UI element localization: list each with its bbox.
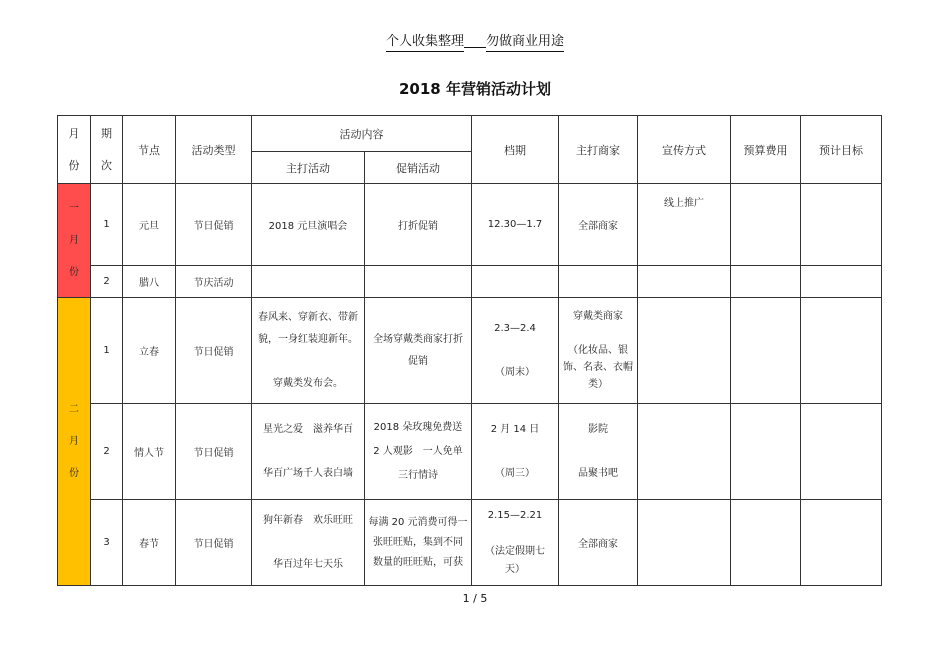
channel-cell	[638, 404, 731, 500]
promo-cell	[365, 266, 472, 298]
header-merchant: 主打商家	[559, 116, 638, 184]
header-schedule: 档期	[472, 116, 559, 184]
promo-cell: 2018 朵玫瑰免费送 2 人观影 一人免单 三行情诗	[365, 404, 472, 500]
schedule-cell: 2 月 14 日 （周三）	[472, 404, 559, 500]
promo-cell: 全场穿戴类商家打折 促销	[365, 298, 472, 404]
type-cell: 节日促销	[176, 500, 252, 586]
channel-cell: 线上推广	[638, 184, 731, 266]
header-left: 个人收集整理	[386, 34, 464, 52]
header-node: 节点	[123, 116, 176, 184]
node-cell: 情人节	[123, 404, 176, 500]
node-cell: 元旦	[123, 184, 176, 266]
month-cell-jan: 一 月 份	[58, 184, 91, 298]
type-cell: 节日促销	[176, 404, 252, 500]
schedule-cell	[472, 266, 559, 298]
period-cell: 1	[91, 298, 123, 404]
channel-cell	[638, 500, 731, 586]
table-row	[58, 266, 882, 298]
merchant-cell: 全部商家	[559, 500, 638, 586]
main-cell: 2018 元旦演唱会	[252, 184, 365, 266]
merchant-cell	[559, 266, 638, 298]
budget-cell	[731, 266, 801, 298]
merchant-cell: 穿戴类商家 （化妆品、银 饰、名表、衣帽 类）	[559, 298, 638, 404]
header-budget: 预算费用	[731, 116, 801, 184]
type-cell: 节日促销	[176, 298, 252, 404]
marketing-plan-table	[57, 115, 882, 586]
table-row	[58, 184, 882, 266]
merchant-cell: 全部商家	[559, 184, 638, 266]
schedule-cell: 2.3—2.4 （周末）	[472, 298, 559, 404]
header-promo: 促销活动	[365, 152, 472, 184]
budget-cell	[731, 404, 801, 500]
header-period: 期 次	[91, 116, 123, 184]
merchant-cell: 影院 品聚书吧	[559, 404, 638, 500]
header-type: 活动类型	[176, 116, 252, 184]
table-row	[58, 500, 882, 586]
period-cell: 3	[91, 500, 123, 586]
document-title: 2018 年营销活动计划	[399, 80, 551, 98]
node-cell: 春节	[123, 500, 176, 586]
schedule-cell: 12.30—1.7	[472, 184, 559, 266]
page-number: 1 / 5	[462, 592, 488, 605]
main-cell	[252, 266, 365, 298]
main-cell: 狗年新春 欢乐旺旺 华百过年七天乐	[252, 500, 365, 586]
channel-cell	[638, 298, 731, 404]
budget-cell	[731, 184, 801, 266]
main-cell: 星光之爱 滋养华百 华百广场千人表白墙	[252, 404, 365, 500]
header-target: 预计目标	[801, 116, 882, 184]
promo-cell: 打折促销	[365, 184, 472, 266]
node-cell: 立春	[123, 298, 176, 404]
page-header	[0, 30, 950, 50]
header-main: 主打活动	[252, 152, 365, 184]
header-gap	[464, 33, 486, 48]
schedule-cell: 2.15—2.21 （法定假期七 天）	[472, 500, 559, 586]
header-channel: 宣传方式	[638, 116, 731, 184]
type-cell: 节庆活动	[176, 266, 252, 298]
target-cell	[801, 266, 882, 298]
period-cell: 2	[91, 266, 123, 298]
node-cell: 腊八	[123, 266, 176, 298]
header-right: 勿做商业用途	[486, 34, 564, 52]
budget-cell	[731, 500, 801, 586]
table-row	[58, 298, 882, 404]
header-content: 活动内容	[252, 116, 472, 152]
target-cell	[801, 500, 882, 586]
channel-cell	[638, 266, 731, 298]
month-cell-feb: 二 月 份	[58, 298, 91, 586]
target-cell	[801, 404, 882, 500]
main-cell: 春风来、穿新衣、带新 貌，一身红装迎新年。 穿戴类发布会。	[252, 298, 365, 404]
period-cell: 2	[91, 404, 123, 500]
target-cell	[801, 298, 882, 404]
header-month: 月 份	[58, 116, 91, 184]
target-cell	[801, 184, 882, 266]
period-cell: 1	[91, 184, 123, 266]
budget-cell	[731, 298, 801, 404]
promo-cell: 每满 20 元消费可得一 张旺旺贴，集到不同 数量的旺旺贴，可获	[365, 500, 472, 586]
type-cell: 节日促销	[176, 184, 252, 266]
table-row	[58, 404, 882, 500]
